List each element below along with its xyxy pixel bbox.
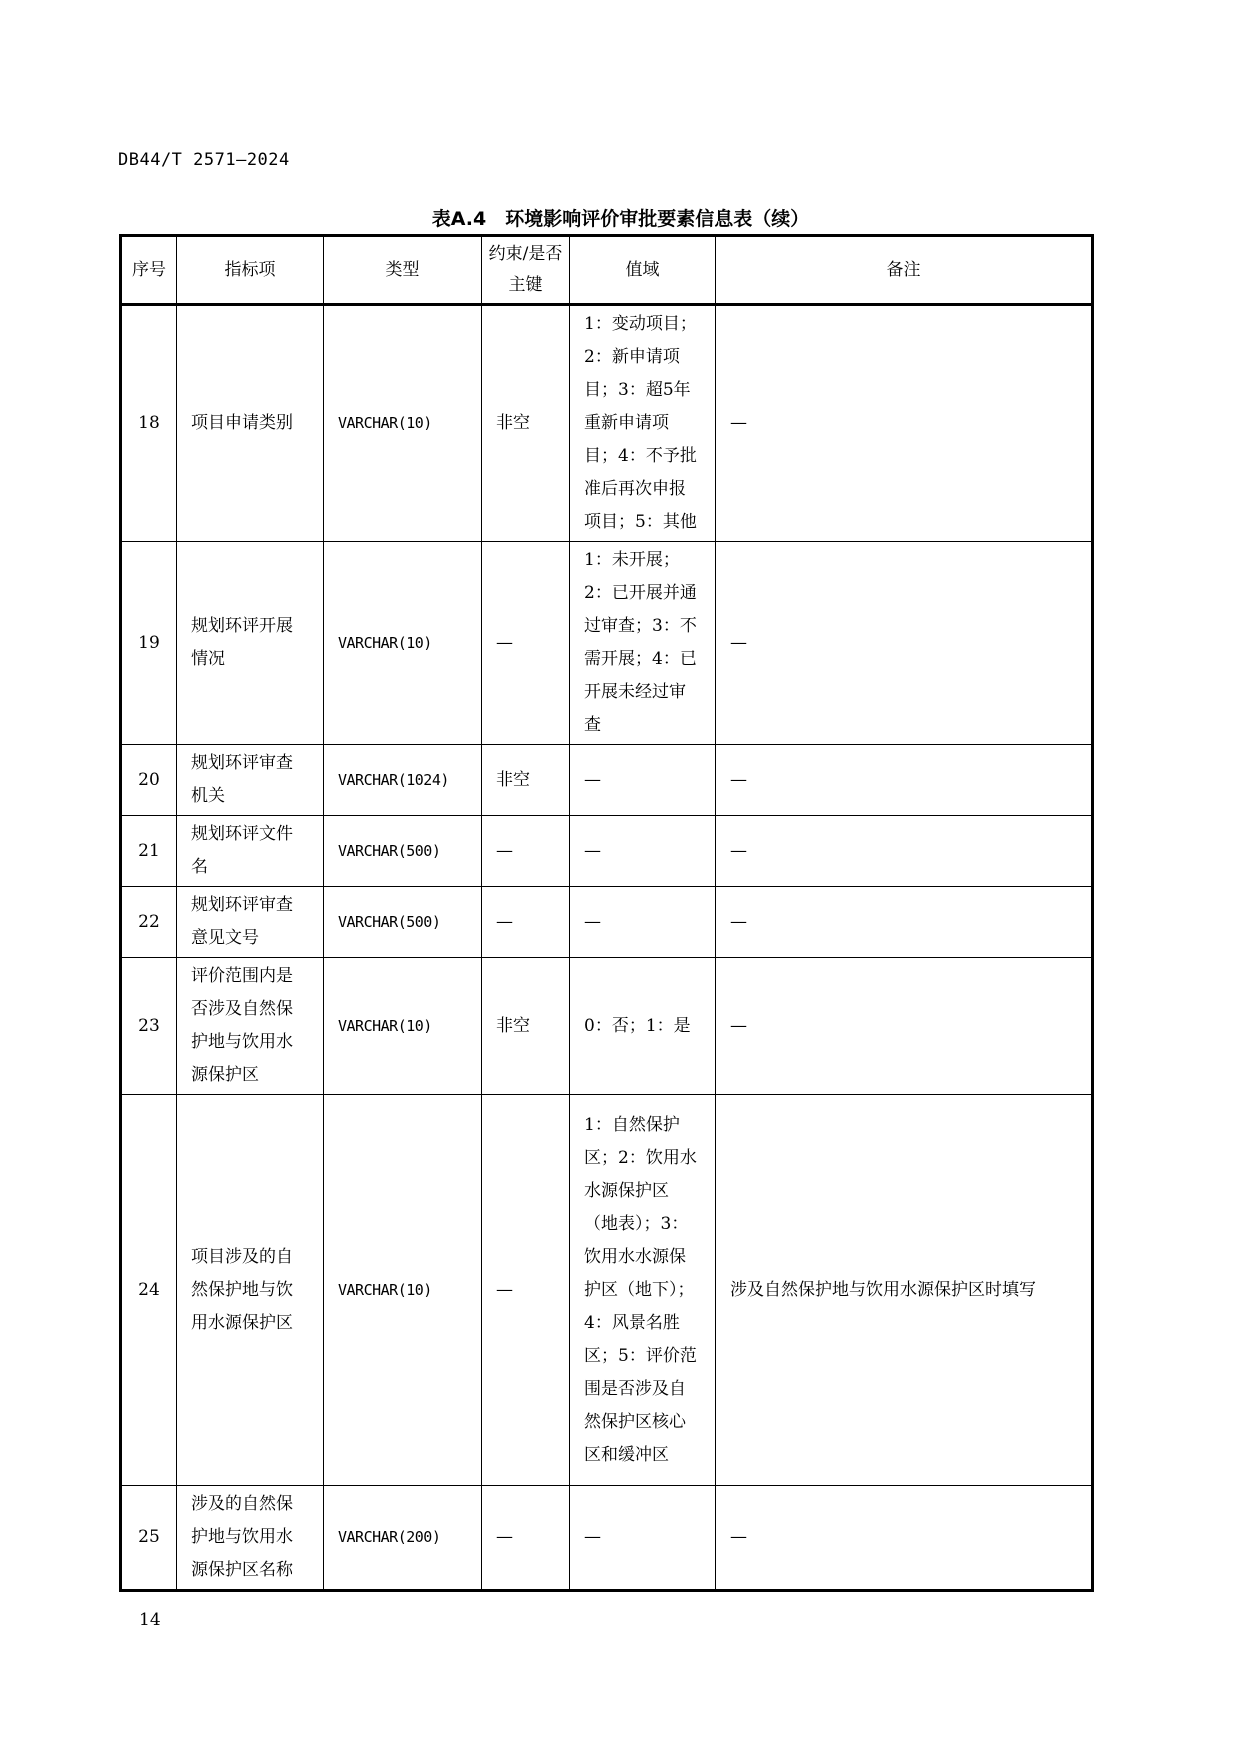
- cell-remark: —: [716, 745, 1093, 816]
- cell-constraint: —: [482, 1095, 570, 1486]
- cell-type: VARCHAR(10): [324, 542, 482, 745]
- col-header-domain: 值域: [570, 236, 716, 305]
- cell-remark: —: [716, 542, 1093, 745]
- table-title: 表A.4 环境影响评价审批要素信息表（续）: [431, 208, 810, 230]
- cell-seq: 22: [121, 887, 177, 958]
- table-row: [121, 958, 1093, 1095]
- cell-name: 规划环评开展情况: [177, 542, 324, 745]
- cell-name: 项目涉及的自然保护地与饮用水源保护区: [177, 1095, 324, 1486]
- cell-constraint: 非空: [482, 305, 570, 542]
- cell-remark: —: [716, 958, 1093, 1095]
- spec-table: [119, 234, 1094, 1592]
- cell-domain: 1：变动项目；2：新申请项目；3：超5年重新申请项目；4：不予批准后再次申报项目；5：其他: [570, 305, 716, 542]
- cell-type: VARCHAR(10): [324, 1095, 482, 1486]
- table-row: [121, 305, 1093, 542]
- cell-name: 涉及的自然保护地与饮用水源保护区名称: [177, 1486, 324, 1591]
- col-header-seq: 序号: [121, 236, 177, 305]
- cell-remark: 涉及自然保护地与饮用水源保护区时填写: [716, 1095, 1093, 1486]
- table-row: [121, 816, 1093, 887]
- cell-type: VARCHAR(200): [324, 1486, 482, 1591]
- page-number: 14: [139, 1610, 161, 1630]
- cell-remark: —: [716, 887, 1093, 958]
- cell-domain: 1：未开展；2：已开展并通过审查；3：不需开展；4：已开展未经过审查: [570, 542, 716, 745]
- col-header-constraint: 约束/是否主键: [482, 236, 570, 305]
- cell-seq: 21: [121, 816, 177, 887]
- cell-seq: 19: [121, 542, 177, 745]
- table-row: [121, 887, 1093, 958]
- col-header-remark: 备注: [716, 236, 1093, 305]
- cell-domain: —: [570, 816, 716, 887]
- cell-constraint: —: [482, 816, 570, 887]
- cell-constraint: —: [482, 887, 570, 958]
- cell-seq: 18: [121, 305, 177, 542]
- cell-type: VARCHAR(10): [324, 305, 482, 542]
- cell-name: 评价范围内是否涉及自然保护地与饮用水源保护区: [177, 958, 324, 1095]
- cell-domain: 0：否；1：是: [570, 958, 716, 1095]
- cell-domain: 1：自然保护区；2：饮用水水源保护区（地表）；3：饮用水水源保护区（地下）；4：风景名胜区；5：评价范围是否涉及自然保护区核心区和缓冲区: [570, 1095, 716, 1486]
- cell-type: VARCHAR(10): [324, 958, 482, 1095]
- cell-name: 规划环评文件名: [177, 816, 324, 887]
- cell-domain: —: [570, 1486, 716, 1591]
- cell-type: VARCHAR(500): [324, 887, 482, 958]
- table-row: [121, 542, 1093, 745]
- cell-name: 项目申请类别: [177, 305, 324, 542]
- cell-constraint: 非空: [482, 745, 570, 816]
- cell-type: VARCHAR(500): [324, 816, 482, 887]
- col-header-type: 类型: [324, 236, 482, 305]
- cell-remark: —: [716, 1486, 1093, 1591]
- document-code: DB44/T 2571—2024: [118, 150, 290, 170]
- table-header-row: [121, 236, 1093, 305]
- cell-domain: —: [570, 745, 716, 816]
- cell-constraint: 非空: [482, 958, 570, 1095]
- cell-domain: —: [570, 887, 716, 958]
- cell-constraint: —: [482, 542, 570, 745]
- cell-name: 规划环评审查机关: [177, 745, 324, 816]
- table-row: [121, 1486, 1093, 1591]
- cell-seq: 23: [121, 958, 177, 1095]
- cell-name: 规划环评审查意见文号: [177, 887, 324, 958]
- cell-seq: 25: [121, 1486, 177, 1591]
- table-row: [121, 745, 1093, 816]
- cell-seq: 24: [121, 1095, 177, 1486]
- cell-remark: —: [716, 816, 1093, 887]
- cell-type: VARCHAR(1024): [324, 745, 482, 816]
- col-header-name: 指标项: [177, 236, 324, 305]
- table-row: [121, 1095, 1093, 1486]
- cell-constraint: —: [482, 1486, 570, 1591]
- cell-remark: —: [716, 305, 1093, 542]
- cell-seq: 20: [121, 745, 177, 816]
